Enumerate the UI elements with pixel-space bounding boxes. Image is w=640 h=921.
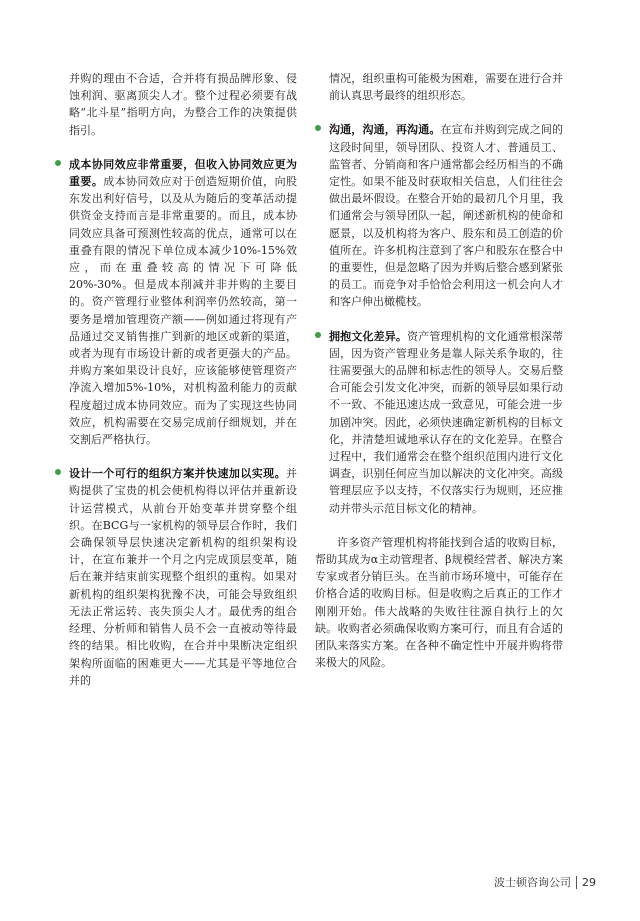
bullet-body: 在宣布并购到完成之间的这段时间里，领导团队、投资人才、普通员工、监管者、分销商和客户通常都会经历相当的不确定性。如果不能及时获取相关信息，人们往往会做出最坏假设。在整合开始的最初几个月里，我们通常会与领导团队一起，阐述新机构的使命和愿景，以及机构将为客户、股东和员工创造的价值所在。许多机构注意到了客户和股东在整合中的重要性，但是忽略了因为并购后整合感到紧张的员工。而竞争对手恰恰会利用这一机会向人才和客户伸出橄榄枝。 <box>329 123 563 309</box>
bullet-culture <box>315 328 563 517</box>
bullet-dot-icon <box>315 332 321 338</box>
bullet-body: 并购提供了宝贵的机会使机构得以评估并重新设计运营模式，从前台开始变革并贯穿整个组织。在BCG与一家机构的领导层合作时，我们会确保领导层快速决定新机构的组织架构设计，在宣布兼并一个月之内完成顶层变革，随后在兼并结束前实现整个组织的重构。如果对新机构的组织架构犹豫不决，可能会导致组织无法正常运转、丧失顶尖人才。最优秀的组合经理、分析师和销售人员不会一直被动等待最终的结果。相比收购，在合并中果断决定组织架构所面临的困难更大——尤其是平等地位合并的 <box>69 467 297 687</box>
bullet-heading: 成本协同效应非常重要，但收入协同效应更为重要。 <box>69 157 297 189</box>
footer-divider <box>576 876 577 889</box>
bullet-body: 资产管理机构的文化通常根深蒂固，因为资产管理业务是靠人际关系争取的，往往需要强大的品牌和标志性的领导人。交易后整合可能会引发文化冲突，而新的领导层如果行动不一致、不能迅速达成一致意见，可能会进一步加剧冲突。因此，必须快速确定新机构的目标文化，并清楚坦诚地承认存在的文化差异。在整合过程中，我们通常会在整个组织范围内进行文化调查，识别任何应当加以解决的文化冲突。高级管理层应予以支持，不仅落实行为规则，还应推动并带头示范目标文化的精神。 <box>329 329 564 515</box>
bullet-body: 成本协同效应对于创造短期价值，向股东发出利好信号，以及从为随后的变革活动提供资金支持而言是非常重要的。而且，成本协同效应具备可预测性较高的优点，通常可以在重叠有限的情况下单位成本减少10%-15%效应，而在重叠较高的情况下可降低20%-30%。但是成本削减并非并购的主要目的。资产管理行业整体利润率仍然较高，第一要务是增加管理资产额——例如通过将现有产品通过交叉销售推广到新的地区或新的渠道，或者为现有市场设计新的或者更强大的产品。并购方案如果设计良好，应该能够使管理资产净流入增加5%-10%，对机构盈利能力的贡献程度超过成本协同效应。而为了实现这些协同效应，机构需要在交易完成前仔细规划，并在交割后严格执行。 <box>69 175 298 447</box>
bullet-dot-icon <box>55 160 61 166</box>
page-number: 29 <box>582 875 596 889</box>
bullet-heading: 沟通，沟通，再沟通。 <box>329 123 441 137</box>
bullet-cost-synergy <box>55 156 297 448</box>
continued-paragraph: 情况，组织重构可能极为困难，需要在进行合并前认真思考最终的组织形态。 <box>329 72 563 103</box>
company-name: 波士顿咨询公司 <box>494 876 571 889</box>
bullet-heading: 设计一个可行的组织方案并快速加以实现。 <box>69 467 286 481</box>
closing-paragraph: 许多资产管理机构将能找到合适的收购目标，帮助其成为α主动管理者、β规模经营者、解决方案专家或者分销巨头。在当前市场环境中，可能存在价格合适的收购目标。但是收购之后真正的工作才刚刚开始。伟大战略的失败往往源自执行上的欠缺。收购者必须确保收购方案可行，而且有合适的团队来落实方案。在各种不确定性中开展并购将带来极大的风险。 <box>315 535 563 670</box>
page-footer <box>494 874 596 890</box>
bullet-dot-icon <box>315 125 321 131</box>
continued-paragraph: 并购的理由不合适，合并将有损品牌形象、侵蚀利润、驱离顶尖人才。整个过程必须要有战略“北斗星”指明方向，为整合工作的决策提供指引。 <box>69 72 297 137</box>
bullet-org-design <box>55 465 297 689</box>
bullet-heading: 拥抱文化差异。 <box>329 329 408 343</box>
left-column <box>55 70 297 689</box>
bullet-dot-icon <box>55 469 61 475</box>
bullet-communication <box>315 121 563 310</box>
right-column <box>315 70 563 672</box>
